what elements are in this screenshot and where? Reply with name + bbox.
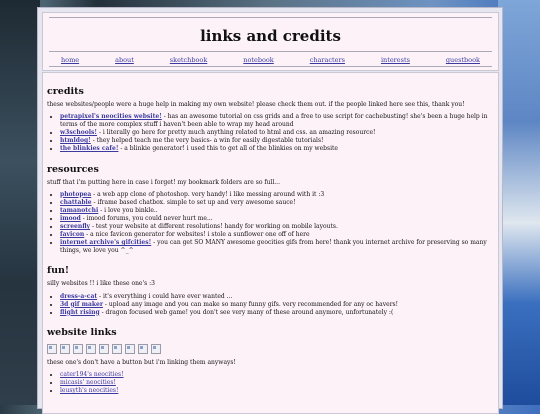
list-item [60, 293, 493, 301]
list-item [60, 379, 493, 387]
resource-link[interactable]: htmldog! [60, 137, 91, 145]
item-description: - has an awesome tutorial on css grids and a free to use script for cachebusting! she's been a huge help in terms of the more complex stuff i haven't been able to wrap my head around [60, 113, 488, 129]
list-item [60, 113, 493, 129]
site-button-image[interactable] [47, 344, 57, 354]
resource-link[interactable]: screenfly [60, 223, 91, 231]
resource-link[interactable]: flight rising [60, 308, 100, 316]
resource-link[interactable]: tamanotchi [60, 206, 99, 214]
item-description: - upload any image and you can make so many funny gifs. very recommended for any oc havers! [102, 300, 399, 308]
credits-intro: these websites/people were a huge help in making my own website! please check them out. if the people linked here see this, thank you! [47, 101, 465, 108]
desktop-background-right [498, 0, 540, 405]
site-button-image[interactable] [138, 344, 148, 354]
main-nav [43, 56, 498, 64]
item-description: - you can get SO MANY awesome geocities gifs from here! thank you internet archive for preserving so many things, we love you ^_^ [60, 239, 487, 255]
item-description: - a web app clone of photoshop. very handy! i like messing around with it :3 [91, 190, 325, 198]
page-header [42, 12, 499, 71]
resource-link[interactable]: the blinkies cafe! [60, 145, 119, 153]
item-description: - they helped teach me the very basics- a win for easily digestable tutorials! [90, 137, 324, 145]
list-item [60, 137, 493, 145]
resource-link[interactable]: favicon [60, 231, 85, 239]
item-description: - i love you binkle.. [98, 206, 158, 214]
resource-link[interactable]: dress-a-cat [60, 292, 98, 300]
website-links-list [47, 371, 493, 395]
resource-link[interactable]: w3schools! [60, 129, 98, 137]
resource-link[interactable]: photopea [60, 190, 92, 198]
item-description: - a nice favicon generator for websites! i stole a sunflower one off of here [84, 231, 310, 239]
site-button-image[interactable] [86, 344, 96, 354]
content-panel[interactable] [42, 72, 499, 414]
item-description: - it's everything i could have ever wanted ... [97, 292, 233, 300]
friend-site-link[interactable]: leusyth's neocities! [60, 387, 119, 395]
website-links-heading: website links [47, 326, 117, 338]
list-item [60, 215, 493, 223]
resources-heading: resources [47, 163, 99, 175]
credits-list [47, 113, 493, 153]
site-button-image[interactable] [112, 344, 122, 354]
item-description: - a blinkie generator! i used this to get all of the blinkies on my website [118, 145, 338, 153]
resources-list [47, 191, 493, 256]
nav-link-sketchbook[interactable]: sketchbook [169, 56, 208, 64]
resource-link[interactable]: 3d gif maker [60, 300, 103, 308]
site-button-image[interactable] [60, 344, 70, 354]
item-description: - iframe based chatbox. simple to set up and very awesome sauce! [91, 198, 296, 206]
list-item [60, 309, 493, 317]
credits-heading: credits [47, 86, 84, 97]
resources-intro: stuff that i'm putting here in case i forget! my bookmark folders are so full... [47, 178, 280, 186]
list-item [60, 231, 493, 239]
fun-intro: silly websites !! i like these one's :3 [47, 280, 155, 288]
list-item [60, 129, 493, 137]
item-description: - i literally go here for pretty much anything related to html and css. an amazing resource! [97, 129, 376, 137]
nav-bottom-rule [49, 66, 492, 67]
resource-link[interactable]: imood [60, 214, 81, 222]
list-item [60, 145, 493, 153]
desktop-background-left [0, 0, 40, 405]
item-description: - dragon focused web game! you don't see very many of these around anymore, unfortunately :( [99, 308, 394, 316]
site-button-image[interactable] [125, 344, 135, 354]
list-item [60, 207, 493, 215]
site-button-image[interactable] [151, 344, 161, 354]
page-frame [37, 7, 503, 409]
nav-link-guestbook[interactable]: guestbook [445, 56, 480, 64]
list-item [60, 191, 493, 199]
list-item [60, 301, 493, 309]
list-item [60, 387, 493, 395]
header-top-rule [49, 17, 492, 18]
resource-link[interactable]: chattable [60, 198, 92, 206]
nav-link-home[interactable]: home [60, 56, 80, 64]
site-button-image[interactable] [99, 344, 109, 354]
item-description: - test your website at different resolutions! handy for working on mobile layouts. [90, 223, 338, 231]
resource-link[interactable]: petrapixel's neocities website! [60, 113, 162, 121]
friend-site-link[interactable]: cater194's neocities! [60, 370, 124, 378]
nav-link-interests[interactable]: interests [380, 56, 410, 64]
nav-link-characters[interactable]: characters [309, 56, 345, 64]
friend-site-link[interactable]: micasis' neocities! [60, 378, 116, 386]
nav-link-about[interactable]: about [115, 56, 134, 64]
nav-top-rule [49, 51, 492, 52]
list-item [60, 239, 493, 255]
site-buttons-row [47, 344, 493, 354]
website-links-intro: these one's don't have a button but i'm linking them anyways! [47, 358, 236, 366]
fun-heading: fun! [47, 265, 70, 277]
list-item [60, 199, 493, 207]
site-button-image[interactable] [73, 344, 83, 354]
item-description: - imood forums, you could never hurt me... [80, 214, 213, 222]
list-item [60, 223, 493, 231]
page-title: links and credits [200, 27, 341, 45]
resource-link[interactable]: internet archive's gifcities! [60, 239, 152, 247]
list-item [60, 371, 493, 379]
nav-link-notebook[interactable]: notebook [243, 56, 274, 64]
fun-list [47, 293, 493, 317]
